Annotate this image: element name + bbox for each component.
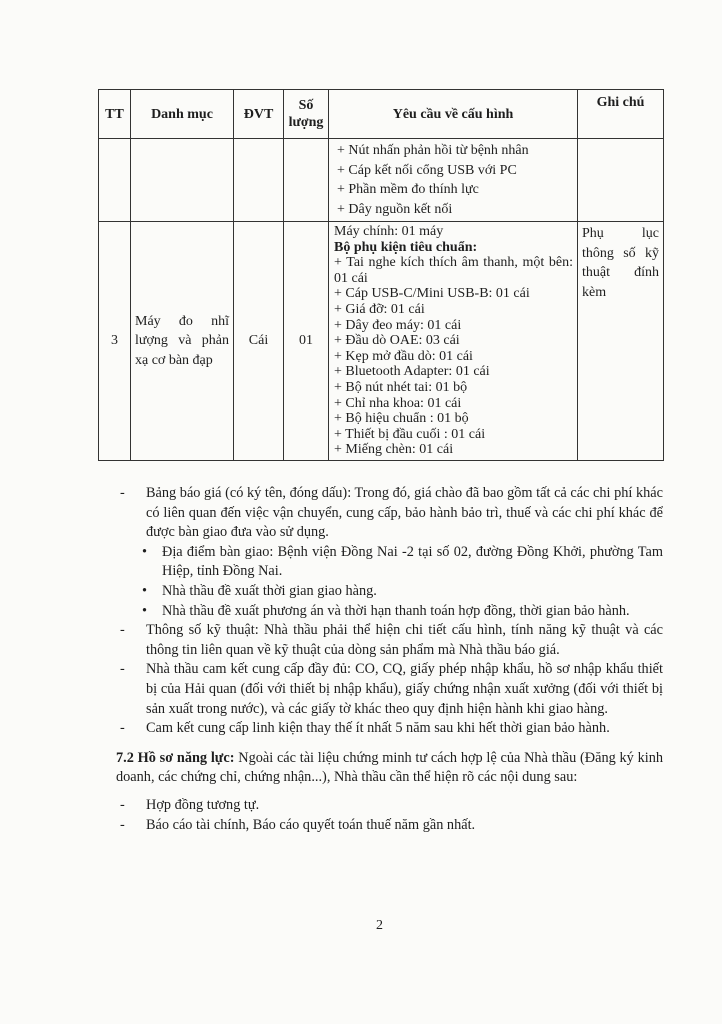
section-text: Ngoài các tài liệu chứng minh tư cách hợp lệ của Nhà thầu (Đăng ký kinh doanh, các chứng chỉ, chứng nhận...), Nhà thầu cần thể hiện rõ các nội dung sau: (116, 749, 663, 786)
header-qty: Số lượng (284, 90, 329, 139)
dash-marker: - (120, 661, 125, 678)
spec-line: + Tai nghe kích thích âm thanh, một bên: 01 cái (334, 255, 573, 286)
cell-spec (329, 222, 578, 461)
header-tt: TT (99, 90, 131, 139)
cell-tt: 3 (99, 222, 131, 461)
dash-item (108, 719, 663, 739)
dash-marker: - (120, 720, 125, 737)
spec-line: + Giá đỡ: 01 cái (334, 301, 425, 317)
item-name: Máy đo nhĩ lượng và phản xạ cơ bàn đạp (135, 313, 229, 368)
bullet-marker: • (142, 602, 148, 619)
item-text: Bảng báo giá (có ký tên, đóng dấu): Trong đó, giá chào đã bao gồm tất cả các chi phí khác có liên quan đến việc vận chuyển, cung cấp, bảo hành bảo trì, thuế và các chi phí khác để được bàn giao đưa vào sử dụng. (146, 485, 663, 541)
header-spec: Yêu cầu về cấu hình (329, 90, 578, 139)
spec-line: + Miếng chèn: 01 cái (334, 442, 454, 458)
spec-line: + Bộ nút nhét tai: 01 bộ (334, 379, 468, 395)
cell-unit: Cái (234, 222, 284, 461)
dash-item (108, 484, 663, 543)
item-text: Thông số kỹ thuật: Nhà thầu phải thể hiện chi tiết cấu hình, tính năng kỹ thuật và các thông tin liên quan về kỹ thuật của dòng sản phẩm mà Nhà thầu báo giá. (146, 622, 663, 658)
dash-item (108, 816, 663, 836)
spec-line: + Nút nhấn phản hồi từ bệnh nhân (337, 143, 529, 158)
cell-spec (329, 139, 578, 222)
dash-item (108, 796, 663, 816)
item-text: Nhà thầu cam kết cung cấp đầy đủ: CO, CQ, giấy phép nhập khẩu, hồ sơ nhập khẩu thiết bị của Hải quan (đối với thiết bị nhập khẩu), giấy chứng nhận xuất xưởng (đối với thiết bị sản xuất trong nước), và các giấy tờ khác theo quy định hiện hành khi giao hàng. (146, 661, 663, 717)
bullet-marker: • (142, 582, 148, 599)
header-note: Ghi chú (578, 90, 664, 139)
table-row (99, 139, 664, 222)
spec-line: + Cáp USB-C/Mini USB-B: 01 cái (334, 286, 530, 302)
spec-title: Bộ phụ kiện tiêu chuẩn: (334, 239, 478, 255)
spec-line: + Dây đeo máy: 01 cái (334, 317, 462, 333)
cell-unit (234, 139, 284, 222)
requirements-list (108, 484, 663, 739)
dash-marker: - (120, 485, 125, 501)
section-title: 7.2 Hồ sơ năng lực: (116, 749, 235, 766)
dash-marker: - (120, 816, 125, 833)
spec-line: + Dây nguồn kết nối (337, 201, 453, 217)
section-list (108, 796, 663, 835)
item-text: Nhà thầu đề xuất phương án và thời hạn thanh toán hợp đồng, thời gian bảo hành. (162, 602, 630, 619)
spec-line: + Bộ hiệu chuẩn : 01 bộ (334, 411, 469, 427)
cell-name (131, 139, 234, 222)
bullet-item (108, 543, 663, 582)
spec-line: + Đầu dò OAE: 03 cái (334, 333, 460, 349)
table-row (99, 222, 664, 461)
document-body (108, 484, 663, 835)
item-text: Báo cáo tài chính, Báo cáo quyết toán thuế năm gần nhất. (146, 816, 476, 833)
section-7-2 (108, 749, 663, 788)
item-text: Cam kết cung cấp linh kiện thay thế ít nhất 5 năm sau khi hết thời gian bảo hành. (146, 720, 610, 737)
header-name: Danh mục (131, 90, 234, 139)
spec-line: + Cáp kết nối cổng USB với PC (337, 162, 517, 178)
cell-note (578, 222, 664, 461)
cell-qty (284, 139, 329, 222)
spec-line: + Thiết bị đầu cuối : 01 cái (334, 426, 486, 442)
dash-item (108, 660, 663, 719)
dash-marker: - (120, 796, 125, 813)
spec-line: + Kẹp mở đầu dò: 01 cái (334, 348, 473, 364)
item-text: Địa điểm bàn giao: Bệnh viện Đồng Nai -2 tại số 02, đường Đồng Khởi, phường Tam Hiệp, tỉnh Đồng Nai. (162, 543, 663, 580)
cell-tt (99, 139, 131, 222)
spec-line: Máy chính: 01 máy (334, 224, 444, 239)
table-header-row (99, 90, 664, 139)
item-text: Nhà thầu đề xuất thời gian giao hàng. (162, 582, 377, 599)
equipment-table (98, 89, 664, 461)
dash-item (108, 621, 663, 660)
dash-marker: - (120, 622, 125, 639)
spec-line: + Bluetooth Adapter: 01 cái (334, 364, 490, 380)
item-text: Hợp đồng tương tự. (146, 796, 260, 813)
header-unit: ĐVT (234, 90, 284, 139)
bullet-item (108, 582, 663, 602)
spec-line: + Chỉ nha khoa: 01 cái (334, 395, 462, 411)
spec-line: + Phần mềm đo thính lực (337, 182, 479, 197)
cell-name (131, 222, 234, 461)
note-text: Phụ lục thông số kỹ thuật đính kèm (582, 226, 659, 300)
cell-note (578, 139, 664, 222)
bullet-marker: • (142, 543, 148, 560)
bullet-item (108, 602, 663, 622)
page-number: 2 (376, 918, 383, 933)
cell-qty: 01 (284, 222, 329, 461)
